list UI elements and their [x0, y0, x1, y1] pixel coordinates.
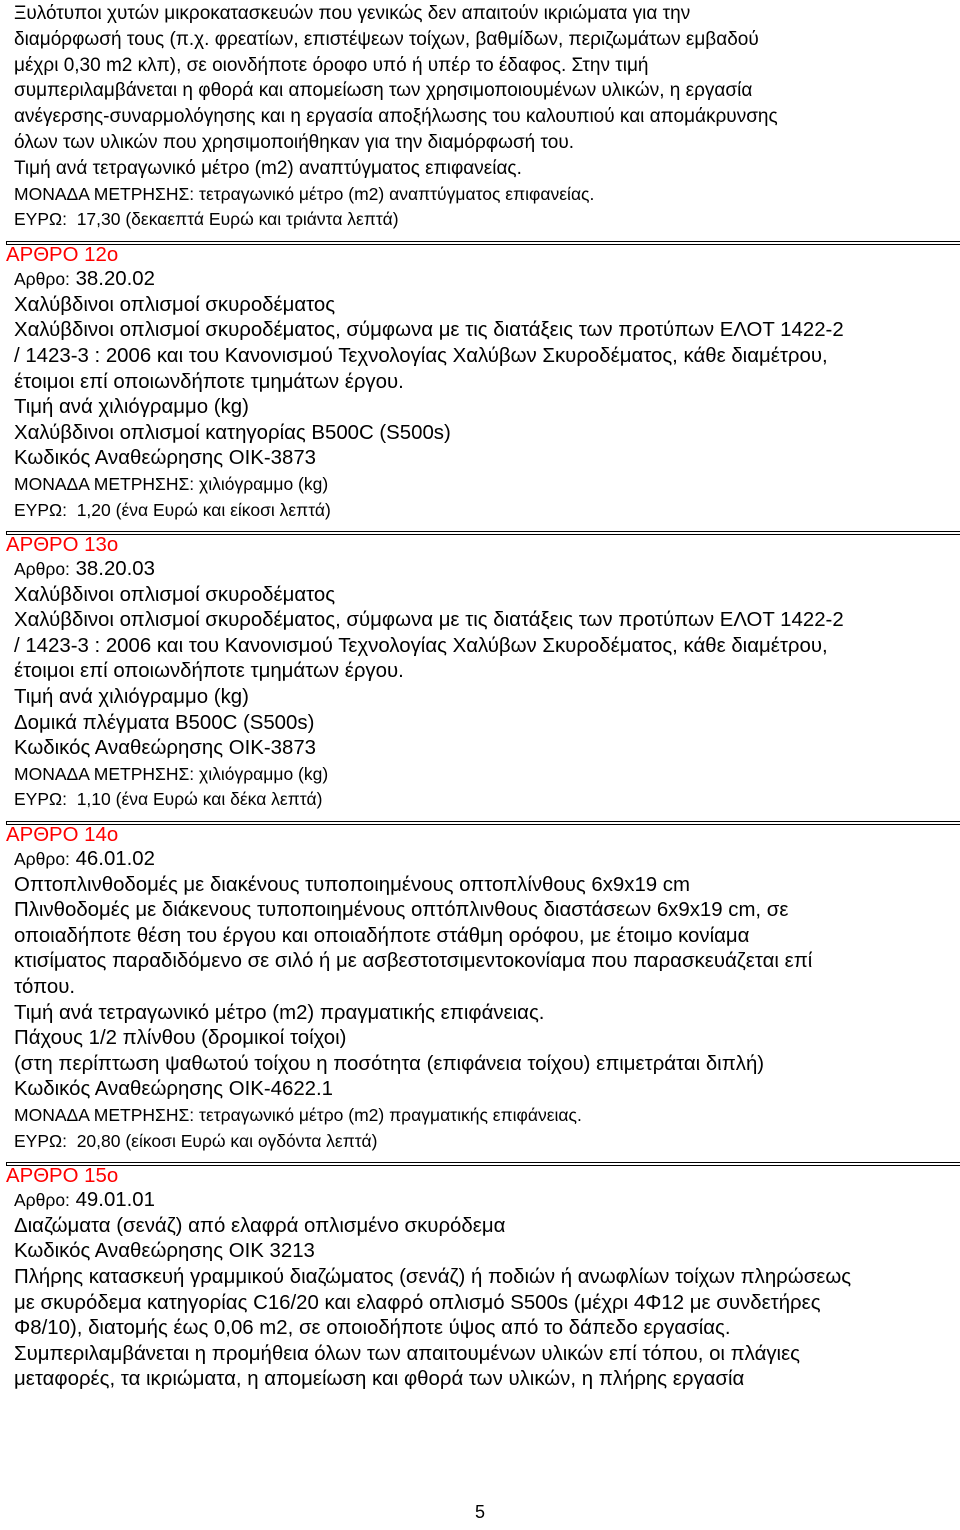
article-line: μεταφορές, τα ικριώματα, η απομείωση και φθορά των υλικών, η πλήρης εργασία [14, 1368, 745, 1391]
article-section [6, 1162, 954, 1393]
article-line: κτισίματος παραδιδόμενο σε σιλό ή με ασβεστοτσιμεντοκονίαμα που παρασκευάζεται επί [14, 950, 813, 973]
article-section [6, 531, 954, 813]
euro-label: ΕΥΡΩ: [14, 1130, 67, 1151]
unit-of-measure [14, 762, 954, 788]
article-line: Χαλύβδινοι οπλισμοί σκυροδέματος, σύμφωνα με τις διατάξεις των προτύπων ΕΛΟΤ 1422-2 [14, 609, 844, 632]
article-line: Πάχους 1/2 πλίνθου (δρομικοί τοίχοι) [14, 1027, 347, 1050]
article-line: Τιμή ανά τετραγωνικό μέτρο (m2) πραγματικής επιφάνειας. [14, 1001, 545, 1024]
article-header [6, 241, 960, 267]
article-code [14, 267, 954, 293]
article-line: Χαλύβδινοι οπλισμοί σκυροδέματος [14, 293, 336, 316]
article-code-value: 38.20.02 [75, 268, 155, 291]
unit-value: χιλιόγραμμο (kg) [199, 473, 329, 494]
price-line [14, 787, 954, 813]
article-line: Συμπεριλαμβάνεται η προμήθεια όλων των απαιτουμένων υλικών επί τόπου, οι πλάγιες [14, 1342, 800, 1365]
article-line: τόπου. [14, 976, 76, 999]
header-rule [6, 241, 960, 245]
unit-label: ΜΟΝΑΔΑ ΜΕΤΡΗΣΗΣ: [14, 763, 195, 784]
article-line: έτοιμοι επί οποιωνδήποτε τμημάτων έργου. [14, 370, 404, 393]
unit-label: ΜΟΝΑΔΑ ΜΕΤΡΗΣΗΣ: [14, 1104, 195, 1125]
article-header [6, 531, 960, 557]
intro-line: όλων των υλικών που χρησιμοποιήθηκαν για την διαμόρφωσή του. [14, 131, 574, 153]
euro-value: 1,10 (ένα Ευρώ και δέκα λεπτά) [76, 789, 323, 810]
article-code-label: Αρθρο: [14, 559, 70, 580]
article-line: Χαλύβδινοι οπλισμοί κατηγορίας B500C (S500s) [14, 421, 451, 444]
article-line: Τιμή ανά χιλιόγραμμο (kg) [14, 686, 249, 709]
article-line: Κωδικός Αναθεώρησης ΟΙΚ-4622.1 [14, 1078, 334, 1101]
article-code [14, 847, 954, 873]
intro-line: Τιμή ανά τετραγωνικό μέτρο (m2) αναπτύγματος επιφανείας. [14, 157, 522, 179]
euro-label: ΕΥΡΩ: [14, 499, 67, 520]
intro-line: Ξυλότυποι χυτών μικροκατασκευών που γενικώς δεν απαιτούν ικριώματα για την [14, 3, 691, 24]
unit-label: ΜΟΝΑΔΑ ΜΕΤΡΗΣΗΣ: [14, 473, 195, 494]
article-line: / 1423-3 : 2006 και του Κανονισμού Τεχνολογίας Χαλύβων Σκυροδέματος, κάθε διαμέτρου, [14, 634, 828, 657]
article-line: με σκυρόδεμα κατηγορίας C16/20 και ελαφρό οπλισμό S500s (μέχρι 4Φ12 με συνδετήρες [14, 1291, 821, 1314]
article-title: ΑΡΘΡΟ 15ο [6, 1165, 119, 1188]
article-code-label: Αρθρο: [14, 849, 70, 870]
unit-of-measure [14, 182, 954, 208]
header-rule [6, 821, 960, 825]
article-line: Πλινθοδομές με διάκενους τυποποιημένους οπτόπλινθους διαστάσεων 6x9x19 cm, σε [14, 899, 789, 922]
euro-label: ΕΥΡΩ: [14, 209, 67, 230]
article-code [14, 1188, 954, 1214]
price-line [14, 207, 954, 233]
intro-line: ανέγερσης-συναρμολόγησης και η εργασία αποξήλωσης του καλουπιού και απομάκρυνσης [14, 106, 778, 128]
article-section [6, 241, 954, 523]
unit-of-measure [14, 472, 954, 498]
article-line: Κωδικός Αναθεώρησης ΟΙΚ 3213 [14, 1240, 315, 1263]
euro-value: 17,30 (δεκαεπτά Ευρώ και τριάντα λεπτά) [76, 209, 399, 230]
article-line: έτοιμοι επί οποιωνδήποτε τμημάτων έργου. [14, 660, 404, 683]
article-title: ΑΡΘΡΟ 13ο [6, 534, 119, 557]
euro-label: ΕΥΡΩ: [14, 789, 67, 810]
article-line: (στη περίπτωση ψαθωτού τοίχου η ποσότητα (επιφάνεια τοίχου) επιμετράται διπλή) [14, 1052, 765, 1075]
euro-value: 1,20 (ένα Ευρώ και είκοσι λεπτά) [76, 499, 331, 520]
unit-of-measure [14, 1103, 954, 1129]
article-line: Οπτοπλινθοδομές με διακένους τυποποιημένους οπτοπλίνθους 6x9x19 cm [14, 873, 690, 896]
unit-value: τετραγωνικό μέτρο (m2) πραγματικής επιφάνειας. [199, 1104, 582, 1125]
intro-paragraph [14, 0, 954, 233]
article-line: Χαλύβδινοι οπλισμοί σκυροδέματος [14, 583, 336, 606]
unit-value: χιλιόγραμμο (kg) [199, 763, 329, 784]
article-code [14, 557, 954, 583]
article-header [6, 821, 960, 847]
article-line: οποιαδήποτε θέση του έργου και οποιαδήποτε στάθμη ορόφου, με έτοιμο κονίαμα [14, 924, 750, 947]
article-code-value: 38.20.03 [75, 558, 155, 581]
price-line [14, 1129, 954, 1155]
intro-line: διαμόρφωσή τους (π.χ. φρεατίων, επιστέψεων τοίχων, βαθμίδων, περιζωμάτων εμβαδού [14, 28, 759, 50]
article-title: ΑΡΘΡΟ 12ο [6, 244, 119, 267]
price-line [14, 498, 954, 524]
page-number: 5 [474, 1502, 485, 1522]
unit-label: ΜΟΝΑΔΑ ΜΕΤΡΗΣΗΣ: [14, 183, 195, 204]
unit-value: τετραγωνικό μέτρο (m2) αναπτύγματος επιφανείας. [199, 183, 595, 204]
intro-line: συμπεριλαμβάνεται η φθορά και απομείωση των χρησιμοποιουμένων υλικών, η εργασία [14, 80, 753, 102]
article-line: Κωδικός Αναθεώρησης ΟΙΚ-3873 [14, 447, 317, 470]
article-code-label: Αρθρο: [14, 269, 70, 290]
article-code-value: 49.01.01 [75, 1189, 155, 1212]
document-page [6, 0, 954, 1393]
article-line: Κωδικός Αναθεώρησης ΟΙΚ-3873 [14, 737, 317, 760]
article-line: Φ8/10), διατομής έως 0,06 m2, σε οποιοδήποτε ύψος από το δάπεδο εργασίας. [14, 1317, 731, 1340]
intro-line: μέχρι 0,30 m2 κλπ), σε οιονδήποτε όροφο υπό ή υπέρ το έδαφος. Στην τιμή [14, 54, 649, 76]
article-code-value: 46.01.02 [75, 848, 155, 871]
header-rule [6, 1162, 960, 1166]
article-section [6, 821, 954, 1154]
article-line: Δομικά πλέγματα B500C (S500s) [14, 711, 315, 734]
header-rule [6, 531, 960, 535]
article-line: / 1423-3 : 2006 και του Κανονισμού Τεχνολογίας Χαλύβων Σκυροδέματος, κάθε διαμέτρου, [14, 344, 828, 367]
article-line: Χαλύβδινοι οπλισμοί σκυροδέματος, σύμφωνα με τις διατάξεις των προτύπων ΕΛΟΤ 1422-2 [14, 319, 844, 342]
article-header [6, 1162, 960, 1188]
article-title: ΑΡΘΡΟ 14ο [6, 824, 119, 847]
euro-value: 20,80 (είκοσι Ευρώ και ογδόντα λεπτά) [76, 1130, 378, 1151]
article-line: Διαζώματα (σενάζ) από ελαφρά οπλισμένο σκυρόδεμα [14, 1214, 506, 1237]
article-code-label: Αρθρο: [14, 1190, 70, 1211]
article-line: Πλήρης κατασκευή γραμμικού διαζώματος (σενάζ) ή ποδιών ή ανωφλίων τοίχων πληρώσεως [14, 1265, 852, 1288]
article-line: Τιμή ανά χιλιόγραμμο (kg) [14, 396, 249, 419]
